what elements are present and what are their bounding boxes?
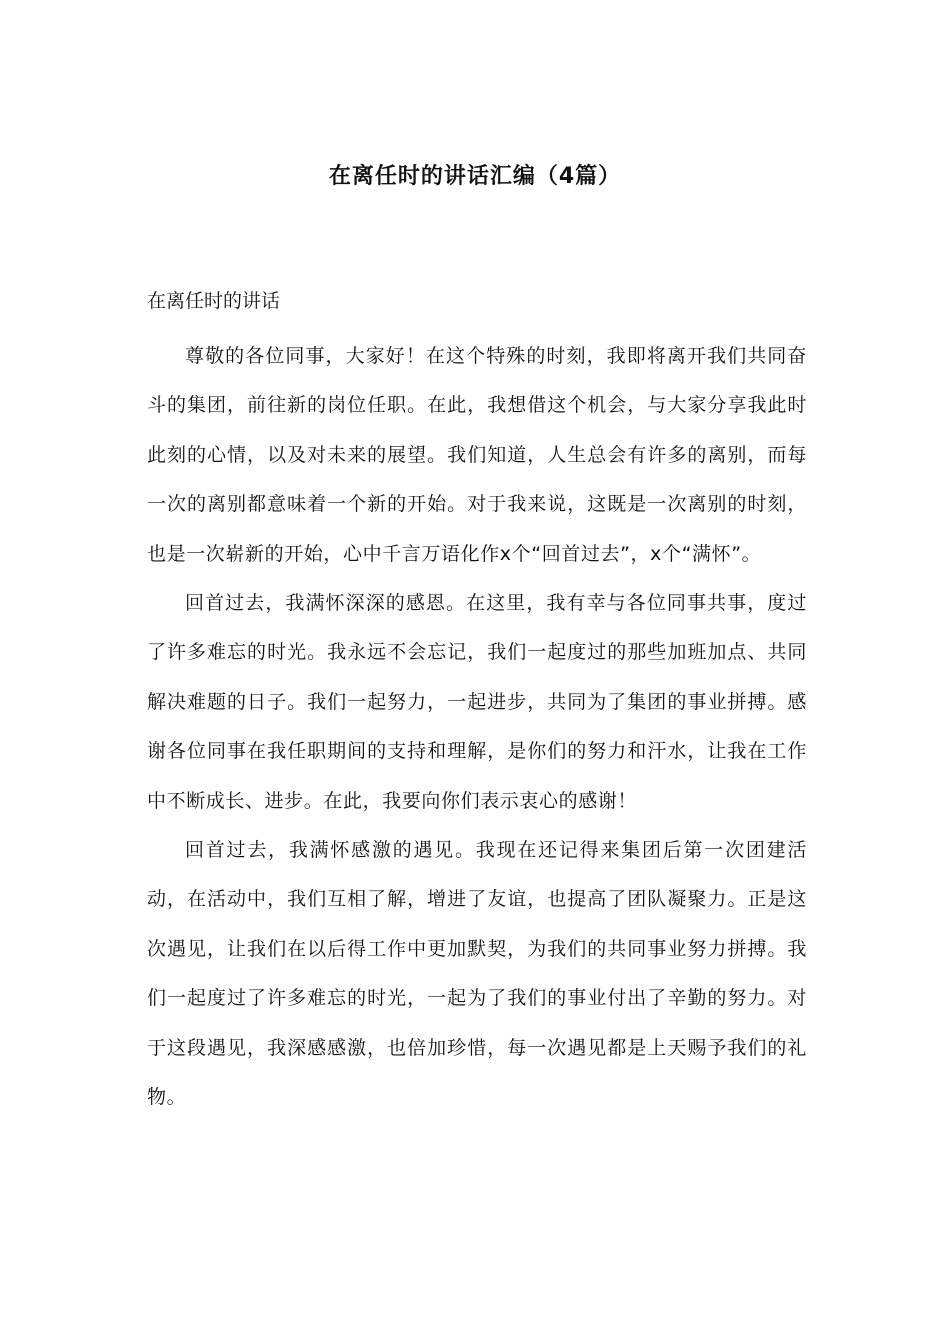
speech-body [147, 332, 807, 1123]
document-title: 在离任时的讲话汇编（4篇） [328, 164, 622, 189]
paragraph-1: 尊敬的各位同事，大家好！在这个特殊的时刻，我即将离开我们共同奋斗的集团，前往新的岗位任职。在此，我想借这个机会，与大家分享我此时此刻的心情，以及对未来的展望。我们知道，人生总会有许多的离别，而每一次的离别都意味着一个新的开始。对于我来说，这既是一次离别的时刻，也是一次崭新的开始，心中千言万语化作x个“回首过去”，x个“满怀”。 [147, 345, 807, 565]
paragraph-2: 回首过去，我满怀深深的感恩。在这里，我有幸与各位同事共事，度过了许多难忘的时光。我永远不会忘记，我们一起度过的那些加班加点、共同解决难题的日子。我们一起努力，一起进步，共同为了集团的事业拼搏。感谢各位同事在我任职期间的支持和理解，是你们的努力和汗水，让我在工作中不断成长、进步。在此，我要向你们表示衷心的感谢！ [147, 592, 807, 812]
paragraph-3: 回首过去，我满怀感激的遇见。我现在还记得来集团后第一次团建活动，在活动中，我们互相了解，增进了友谊，也提高了团队凝聚力。正是这次遇见，让我们在以后得工作中更加默契，为我们的共同事业努力拼搏。我们一起度过了许多难忘的时光，一起为了我们的事业付出了辛勤的努力。对于这段遇见，我深感感激，也倍加珍惜，每一次遇见都是上天赐予我们的礼物。 [147, 839, 807, 1109]
section-heading: 在离任时的讲话 [147, 290, 281, 312]
